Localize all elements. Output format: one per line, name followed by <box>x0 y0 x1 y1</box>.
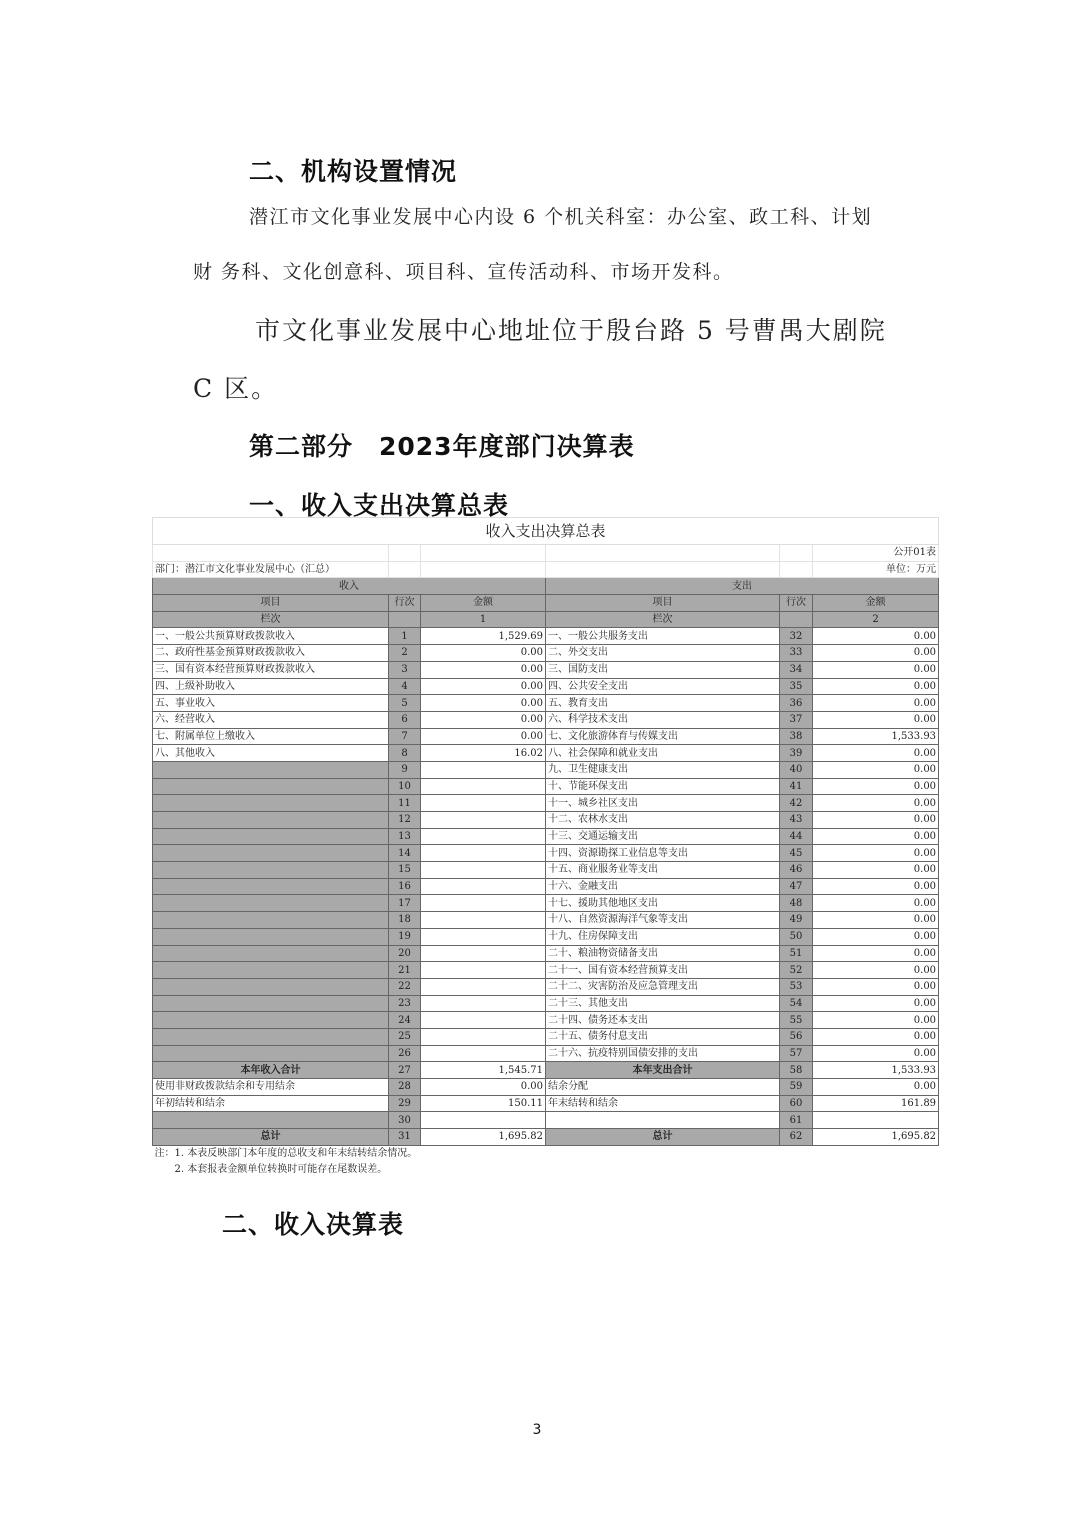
table-row <box>153 728 939 745</box>
income-line-number: 4 <box>389 678 421 695</box>
expense-amount: 0.00 <box>813 895 939 912</box>
income-line-number: 25 <box>389 1028 421 1045</box>
income-amount <box>421 778 546 795</box>
expense-line-number: 37 <box>780 711 813 728</box>
income-amount <box>421 761 546 778</box>
expense-amount: 0.00 <box>813 795 939 812</box>
table-row <box>153 962 939 979</box>
expense-amount: 1,533.93 <box>813 728 939 745</box>
expense-line-number: 36 <box>780 695 813 712</box>
income-amount <box>421 912 546 929</box>
expense-line-number: 53 <box>780 978 813 995</box>
expense-item: 本年支出合计 <box>546 1062 780 1079</box>
income-item <box>153 845 389 862</box>
income-amount: 0.00 <box>421 728 546 745</box>
income-amount <box>421 962 546 979</box>
table-row <box>153 1012 939 1029</box>
expense-amount <box>813 1112 939 1129</box>
expense-line-number: 40 <box>780 761 813 778</box>
expense-line-number: 38 <box>780 728 813 745</box>
address-paragraph-line-1: 市文化事业发展中心地址位于殷台路 5 号曹禺大剧院 <box>255 316 887 345</box>
income-line-number: 11 <box>389 795 421 812</box>
income-line-number: 26 <box>389 1045 421 1062</box>
expense-item: 十、节能环保支出 <box>546 778 780 795</box>
income-item <box>153 895 389 912</box>
expense-item: 十七、援助其他地区支出 <box>546 895 780 912</box>
income-item: 六、经营收入 <box>153 711 389 728</box>
income-header: 收入 <box>153 578 546 595</box>
expense-line-number: 62 <box>780 1129 813 1146</box>
expense-line-number: 49 <box>780 912 813 929</box>
table-row <box>153 711 939 728</box>
income-amount <box>421 812 546 829</box>
expense-line-number: 44 <box>780 828 813 845</box>
expense-amount: 0.00 <box>813 945 939 962</box>
table-row <box>153 878 939 895</box>
expense-line-number: 57 <box>780 1045 813 1062</box>
expense-item: 十六、金融支出 <box>546 878 780 895</box>
expense-item: 二十三、其他支出 <box>546 995 780 1012</box>
table-row <box>153 978 939 995</box>
expense-item: 十四、资源勘探工业信息等支出 <box>546 845 780 862</box>
expense-item <box>546 1112 780 1129</box>
table-row <box>153 1112 939 1129</box>
expense-item: 十九、住房保障支出 <box>546 928 780 945</box>
unit-label: 单位：万元 <box>813 561 939 578</box>
column-index-1: 1 <box>421 611 546 628</box>
income-line-number: 23 <box>389 995 421 1012</box>
table-row <box>153 895 939 912</box>
section-heading-income-table: 二、收入决算表 <box>222 1210 405 1239</box>
income-line-number: 8 <box>389 745 421 762</box>
budget-summary-table <box>152 517 938 1177</box>
income-item <box>153 928 389 945</box>
expense-item: 二十四、债务还本支出 <box>546 1012 780 1029</box>
income-line-number: 5 <box>389 695 421 712</box>
income-line-number: 12 <box>389 812 421 829</box>
expense-amount: 0.00 <box>813 661 939 678</box>
expense-header: 支出 <box>546 578 939 595</box>
expense-amount: 0.00 <box>813 812 939 829</box>
income-line-number: 20 <box>389 945 421 962</box>
expense-amount: 0.00 <box>813 978 939 995</box>
expense-item: 七、文化旅游体育与传媒支出 <box>546 728 780 745</box>
expense-item: 十二、农林水支出 <box>546 812 780 829</box>
table-row <box>153 945 939 962</box>
income-item <box>153 812 389 829</box>
column-header-line: 行次 <box>780 595 813 612</box>
expense-item: 二十一、国有资本经营预算支出 <box>546 962 780 979</box>
income-line-number: 18 <box>389 912 421 929</box>
income-amount: 1,529.69 <box>421 628 546 645</box>
income-item: 五、事业收入 <box>153 695 389 712</box>
income-amount <box>421 1112 546 1129</box>
income-line-number: 2 <box>389 645 421 662</box>
income-item <box>153 761 389 778</box>
expense-line-number: 45 <box>780 845 813 862</box>
expense-line-number: 41 <box>780 778 813 795</box>
income-amount <box>421 895 546 912</box>
income-line-number: 9 <box>389 761 421 778</box>
expense-line-number: 58 <box>780 1062 813 1079</box>
expense-amount: 0.00 <box>813 845 939 862</box>
expense-item: 六、科学技术支出 <box>546 711 780 728</box>
org-paragraph-line-2: 财 务科、文化创意科、项目科、宣传活动科、市场开发科。 <box>193 261 734 283</box>
expense-item: 二、外交支出 <box>546 645 780 662</box>
income-line-number: 1 <box>389 628 421 645</box>
table-note-1: 注：1. 本表反映部门本年度的总收支和年末结转结余情况。 <box>154 1148 418 1160</box>
table-row <box>153 795 939 812</box>
income-item: 八、其他收入 <box>153 745 389 762</box>
table-row <box>153 661 939 678</box>
expense-item: 总计 <box>546 1129 780 1146</box>
income-line-number: 6 <box>389 711 421 728</box>
expense-item: 四、公共安全支出 <box>546 678 780 695</box>
expense-amount: 0.00 <box>813 962 939 979</box>
table-row <box>153 1095 939 1112</box>
expense-item: 九、卫生健康支出 <box>546 761 780 778</box>
table-row <box>153 745 939 762</box>
income-amount <box>421 1045 546 1062</box>
expense-amount: 0.00 <box>813 878 939 895</box>
income-item: 本年收入合计 <box>153 1062 389 1079</box>
table-row <box>153 1045 939 1062</box>
expense-amount: 0.00 <box>813 645 939 662</box>
income-line-number: 17 <box>389 895 421 912</box>
column-header-item: 项目 <box>153 595 389 612</box>
expense-item: 二十、粮油物资储备支出 <box>546 945 780 962</box>
expense-line-number: 54 <box>780 995 813 1012</box>
expense-item: 年末结转和结余 <box>546 1095 780 1112</box>
expense-amount: 0.00 <box>813 912 939 929</box>
expense-line-number: 51 <box>780 945 813 962</box>
income-item <box>153 1045 389 1062</box>
income-line-number: 19 <box>389 928 421 945</box>
expense-line-number: 46 <box>780 862 813 879</box>
income-item: 年初结转和结余 <box>153 1095 389 1112</box>
section-heading-org: 二、机构设置情况 <box>249 157 458 186</box>
expense-line-number: 55 <box>780 1012 813 1029</box>
income-item <box>153 878 389 895</box>
income-item <box>153 995 389 1012</box>
table-row <box>153 812 939 829</box>
column-header-amount: 金额 <box>813 595 939 612</box>
column-index-label: 栏次 <box>546 611 780 628</box>
expense-amount: 0.00 <box>813 995 939 1012</box>
expense-line-number: 47 <box>780 878 813 895</box>
income-line-number: 16 <box>389 878 421 895</box>
income-amount <box>421 845 546 862</box>
table-row <box>153 1079 939 1096</box>
expense-amount: 0.00 <box>813 628 939 645</box>
expense-item: 二十六、抗疫特别国债安排的支出 <box>546 1045 780 1062</box>
expense-line-number: 61 <box>780 1112 813 1129</box>
table-title: 收入支出决算总表 <box>153 518 939 545</box>
expense-amount: 0.00 <box>813 761 939 778</box>
income-item <box>153 862 389 879</box>
income-item: 一、一般公共预算财政拨款收入 <box>153 628 389 645</box>
income-item: 三、国有资本经营预算财政拨款收入 <box>153 661 389 678</box>
income-amount: 1,545.71 <box>421 1062 546 1079</box>
page-number: 3 <box>532 1422 542 1438</box>
expense-amount: 0.00 <box>813 828 939 845</box>
income-item <box>153 828 389 845</box>
table-row <box>153 761 939 778</box>
expense-line-number: 35 <box>780 678 813 695</box>
expense-amount: 0.00 <box>813 695 939 712</box>
table-row <box>153 995 939 1012</box>
income-amount: 0.00 <box>421 678 546 695</box>
expense-amount: 0.00 <box>813 1079 939 1096</box>
income-line-number: 21 <box>389 962 421 979</box>
table-row <box>153 628 939 645</box>
expense-item: 十一、城乡社区支出 <box>546 795 780 812</box>
expense-item: 十八、自然资源海洋气象等支出 <box>546 912 780 929</box>
income-item <box>153 978 389 995</box>
expense-item: 五、教育支出 <box>546 695 780 712</box>
income-amount: 0.00 <box>421 661 546 678</box>
table-row <box>153 912 939 929</box>
table-row <box>153 928 939 945</box>
income-item <box>153 1028 389 1045</box>
income-amount: 0.00 <box>421 711 546 728</box>
table-row <box>153 1028 939 1045</box>
income-item <box>153 962 389 979</box>
income-line-number: 10 <box>389 778 421 795</box>
expense-line-number: 34 <box>780 661 813 678</box>
expense-amount: 0.00 <box>813 1028 939 1045</box>
income-item <box>153 912 389 929</box>
table-note-2: 2. 本套报表金额单位转换时可能存在尾数误差。 <box>154 1163 388 1175</box>
income-amount <box>421 978 546 995</box>
expense-line-number: 59 <box>780 1079 813 1096</box>
income-line-number: 29 <box>389 1095 421 1112</box>
table-row <box>153 778 939 795</box>
expense-amount: 0.00 <box>813 711 939 728</box>
income-amount <box>421 1012 546 1029</box>
department-label: 部门：潜江市文化事业发展中心（汇总） <box>153 561 389 578</box>
income-item: 二、政府性基金预算财政拨款收入 <box>153 645 389 662</box>
expense-line-number: 48 <box>780 895 813 912</box>
expense-line-number: 50 <box>780 928 813 945</box>
expense-line-number: 42 <box>780 795 813 812</box>
income-line-number: 7 <box>389 728 421 745</box>
income-line-number: 14 <box>389 845 421 862</box>
income-amount: 16.02 <box>421 745 546 762</box>
table-row <box>153 645 939 662</box>
income-line-number: 15 <box>389 862 421 879</box>
income-line-number: 3 <box>389 661 421 678</box>
income-line-number: 22 <box>389 978 421 995</box>
income-amount <box>421 1028 546 1045</box>
income-amount: 150.11 <box>421 1095 546 1112</box>
expense-line-number: 39 <box>780 745 813 762</box>
income-amount: 0.00 <box>421 695 546 712</box>
column-index-label: 栏次 <box>153 611 389 628</box>
expense-line-number: 32 <box>780 628 813 645</box>
table-row <box>153 845 939 862</box>
expense-amount: 0.00 <box>813 1012 939 1029</box>
column-header-amount: 金额 <box>421 595 546 612</box>
expense-line-number: 56 <box>780 1028 813 1045</box>
income-amount: 1,695.82 <box>421 1129 546 1146</box>
address-paragraph-line-2: C 区。 <box>193 374 279 403</box>
income-amount <box>421 945 546 962</box>
part-two-heading: 第二部分 2023年度部门决算表 <box>249 432 635 461</box>
income-item: 四、上级补助收入 <box>153 678 389 695</box>
income-line-number: 13 <box>389 828 421 845</box>
income-line-number: 24 <box>389 1012 421 1029</box>
expense-amount: 0.00 <box>813 678 939 695</box>
expense-amount: 0.00 <box>813 928 939 945</box>
expense-item: 一、一般公共服务支出 <box>546 628 780 645</box>
table-row <box>153 862 939 879</box>
income-line-number: 30 <box>389 1112 421 1129</box>
expense-line-number: 60 <box>780 1095 813 1112</box>
income-amount: 0.00 <box>421 1079 546 1096</box>
expense-amount: 0.00 <box>813 1045 939 1062</box>
expense-amount: 1,533.93 <box>813 1062 939 1079</box>
expense-item: 十三、交通运输支出 <box>546 828 780 845</box>
income-amount <box>421 828 546 845</box>
income-item <box>153 778 389 795</box>
income-item <box>153 1112 389 1129</box>
expense-amount: 0.00 <box>813 745 939 762</box>
column-header-line: 行次 <box>389 595 421 612</box>
income-amount <box>421 928 546 945</box>
income-line-number: 28 <box>389 1079 421 1096</box>
expense-item: 二十五、债务付息支出 <box>546 1028 780 1045</box>
income-amount <box>421 862 546 879</box>
table-row <box>153 678 939 695</box>
table-row <box>153 1129 939 1146</box>
expense-line-number: 43 <box>780 812 813 829</box>
table-row <box>153 1062 939 1079</box>
table-row <box>153 828 939 845</box>
expense-amount: 0.00 <box>813 862 939 879</box>
expense-item: 结余分配 <box>546 1079 780 1096</box>
expense-amount: 161.89 <box>813 1095 939 1112</box>
expense-line-number: 33 <box>780 645 813 662</box>
expense-item: 二十二、灾害防治及应急管理支出 <box>546 978 780 995</box>
org-paragraph-line-1: 潜江市文化事业发展中心内设 6 个机关科室：办公室、政工科、计划 <box>249 206 873 228</box>
income-item: 总计 <box>153 1129 389 1146</box>
expense-line-number: 52 <box>780 962 813 979</box>
expense-item: 十五、商业服务业等支出 <box>546 862 780 879</box>
income-item: 七、附属单位上缴收入 <box>153 728 389 745</box>
income-line-number: 27 <box>389 1062 421 1079</box>
income-item <box>153 795 389 812</box>
income-item: 使用非财政拨款结余和专用结余 <box>153 1079 389 1096</box>
table-code: 公开01表 <box>813 545 939 562</box>
expense-item: 八、社会保障和就业支出 <box>546 745 780 762</box>
column-header-item: 项目 <box>546 595 780 612</box>
section-heading-budget-summary: 一、收入支出决算总表 <box>249 491 510 520</box>
income-item <box>153 1012 389 1029</box>
column-index-2: 2 <box>813 611 939 628</box>
income-line-number: 31 <box>389 1129 421 1146</box>
table-row <box>153 695 939 712</box>
income-amount <box>421 878 546 895</box>
income-amount <box>421 995 546 1012</box>
expense-amount: 0.00 <box>813 778 939 795</box>
income-amount: 0.00 <box>421 645 546 662</box>
expense-item: 三、国防支出 <box>546 661 780 678</box>
expense-amount: 1,695.82 <box>813 1129 939 1146</box>
income-item <box>153 945 389 962</box>
income-amount <box>421 795 546 812</box>
